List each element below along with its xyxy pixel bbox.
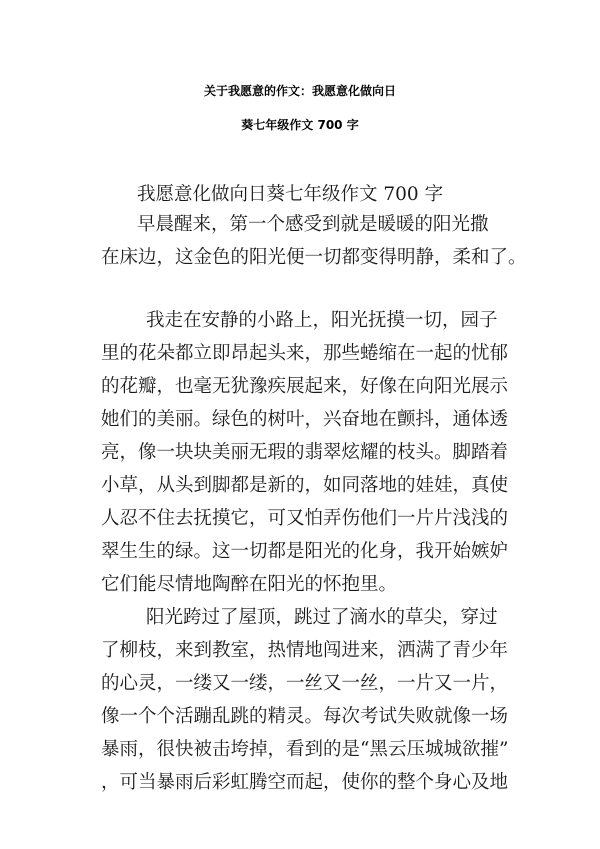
title-line-1: 关于我愿意的作文：我愿意化做向日 <box>203 84 396 98</box>
document-subtitle: 我愿意化做向日葵七年级作文 700 字 <box>137 184 444 205</box>
paragraph-2-line-6: 小草，从头到脚都是新的，如同落地的娃娃，真使 <box>101 475 509 496</box>
paragraph-2-line-9: 它们能尽情地陶醉在阳光的怀抱里。 <box>101 574 398 595</box>
title-line-2: 葵七年级作文 700 字 <box>241 118 359 132</box>
paragraph-3-line-6: ，可当暴雨后彩虹腾空而起，使你的整个身心及地 <box>101 772 509 793</box>
paragraph-2-line-2: 里的花朵都立即昂起头来，那些蜷缩在一起的忧郁 <box>101 343 509 364</box>
document-title <box>0 74 600 142</box>
paragraph-1-line-2: 在床边，这金色的阳光便一切都变得明静，柔和了。 <box>101 247 527 268</box>
paragraph-3-line-3: 的心灵，一缕又一缕，一丝又一丝，一片又一片， <box>101 673 509 694</box>
paragraph-2-line-7: 人忍不住去抚摸它，可又怕弄伤他们一片片浅浅的 <box>101 508 509 529</box>
paragraph-3-line-1: 阳光跨过了屋顶，跳过了滴水的草尖，穿过 <box>146 607 498 628</box>
paragraph-3-line-4: 像一个个活蹦乱跳的精灵。每次考试失败就像一场 <box>101 706 509 727</box>
paragraph-2-line-3: 的花瓣，也毫无犹豫疾展起来，好像在向阳光展示 <box>101 376 509 397</box>
paragraph-2-line-4: 她们的美丽。绿色的树叶，兴奋地在颤抖，通体透 <box>101 409 509 430</box>
paragraph-2-line-8: 翠生生的绿。这一切都是阳光的化身，我开始嫉妒 <box>101 541 509 562</box>
paragraph-3-line-2: 了柳枝，来到教室，热情地闯进来，洒满了青少年 <box>101 640 509 661</box>
paragraph-1-line-1: 早晨醒来，第一个感受到就是暖暖的阳光撒 <box>137 214 489 235</box>
paragraph-3-line-5: 暴雨，很快被击垮掉，看到的是“黑云压城城欲摧” <box>101 739 509 760</box>
paragraph-2-line-5: 亮，像一块块美丽无瑕的翡翠炫耀的枝头。脚踏着 <box>101 442 509 463</box>
paragraph-2-line-1: 我走在安静的小路上，阳光抚摸一切，园子 <box>146 310 498 331</box>
